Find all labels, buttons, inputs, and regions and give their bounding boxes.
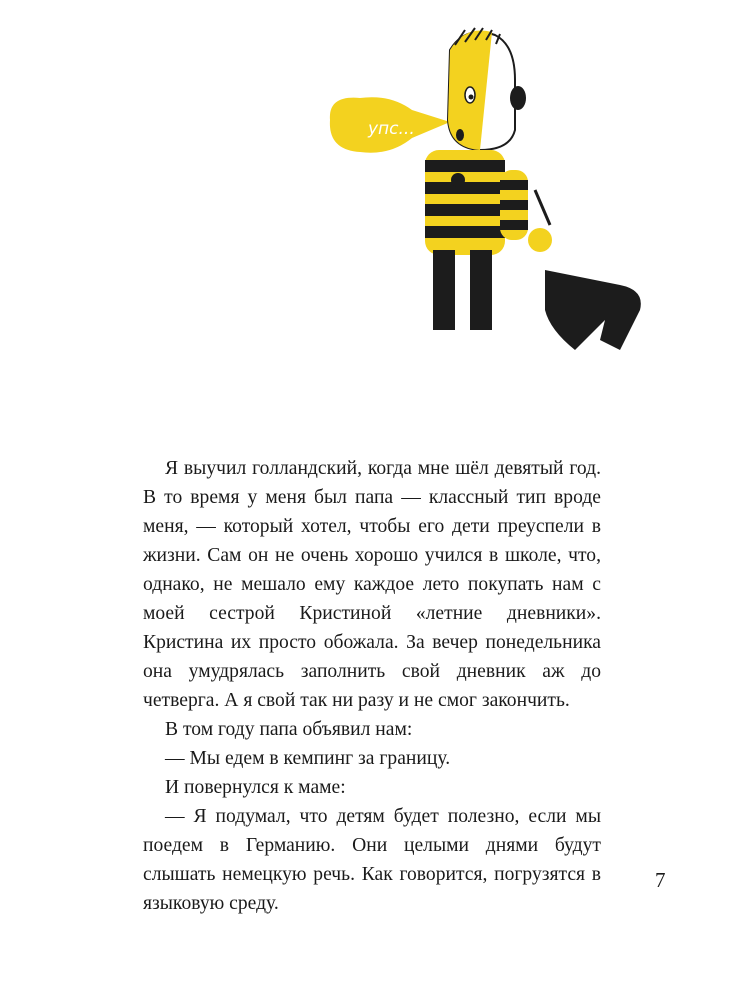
paragraph: И повернулся к маме: <box>165 777 346 798</box>
held-trousers <box>528 190 641 350</box>
boy-sweater <box>425 150 528 255</box>
paragraph: — Мы едем в кемпинг за границу. <box>165 748 451 769</box>
boy-drawing <box>300 10 680 370</box>
body-text <box>143 454 601 918</box>
paragraph: — Я подумал, что детям будет полезно, если мы поедем в Германию. Они целыми днями будут слышать немецкую речь. Как говорится, погрузятся в языковую среду. <box>143 806 601 914</box>
page-number: 7 <box>655 868 666 892</box>
boy-head <box>448 28 526 150</box>
paragraph: В том году папа объявил нам: <box>165 719 413 740</box>
speech-bubble-text: упс... <box>368 119 415 139</box>
speech-bubble <box>330 97 450 153</box>
boy-legs <box>433 250 492 330</box>
paragraph: Я выучил голландский, когда мне шёл девятый год. В то время у меня был папа — классный тип вроде меня, — который хотел, чтобы его дети преуспели в жизни. Сам он не очень хорошо учился в школе, что, однако, не мешало ему каждое лето покупать нам с моей сестрой Кристиной «летние дневники». Кристина их просто обожала. За вечер понедельника она умудрялась заполнить свой дневник аж до четверга. А я свой так ни разу и не смог закончить. <box>143 458 601 711</box>
boy-illustration <box>300 10 680 370</box>
